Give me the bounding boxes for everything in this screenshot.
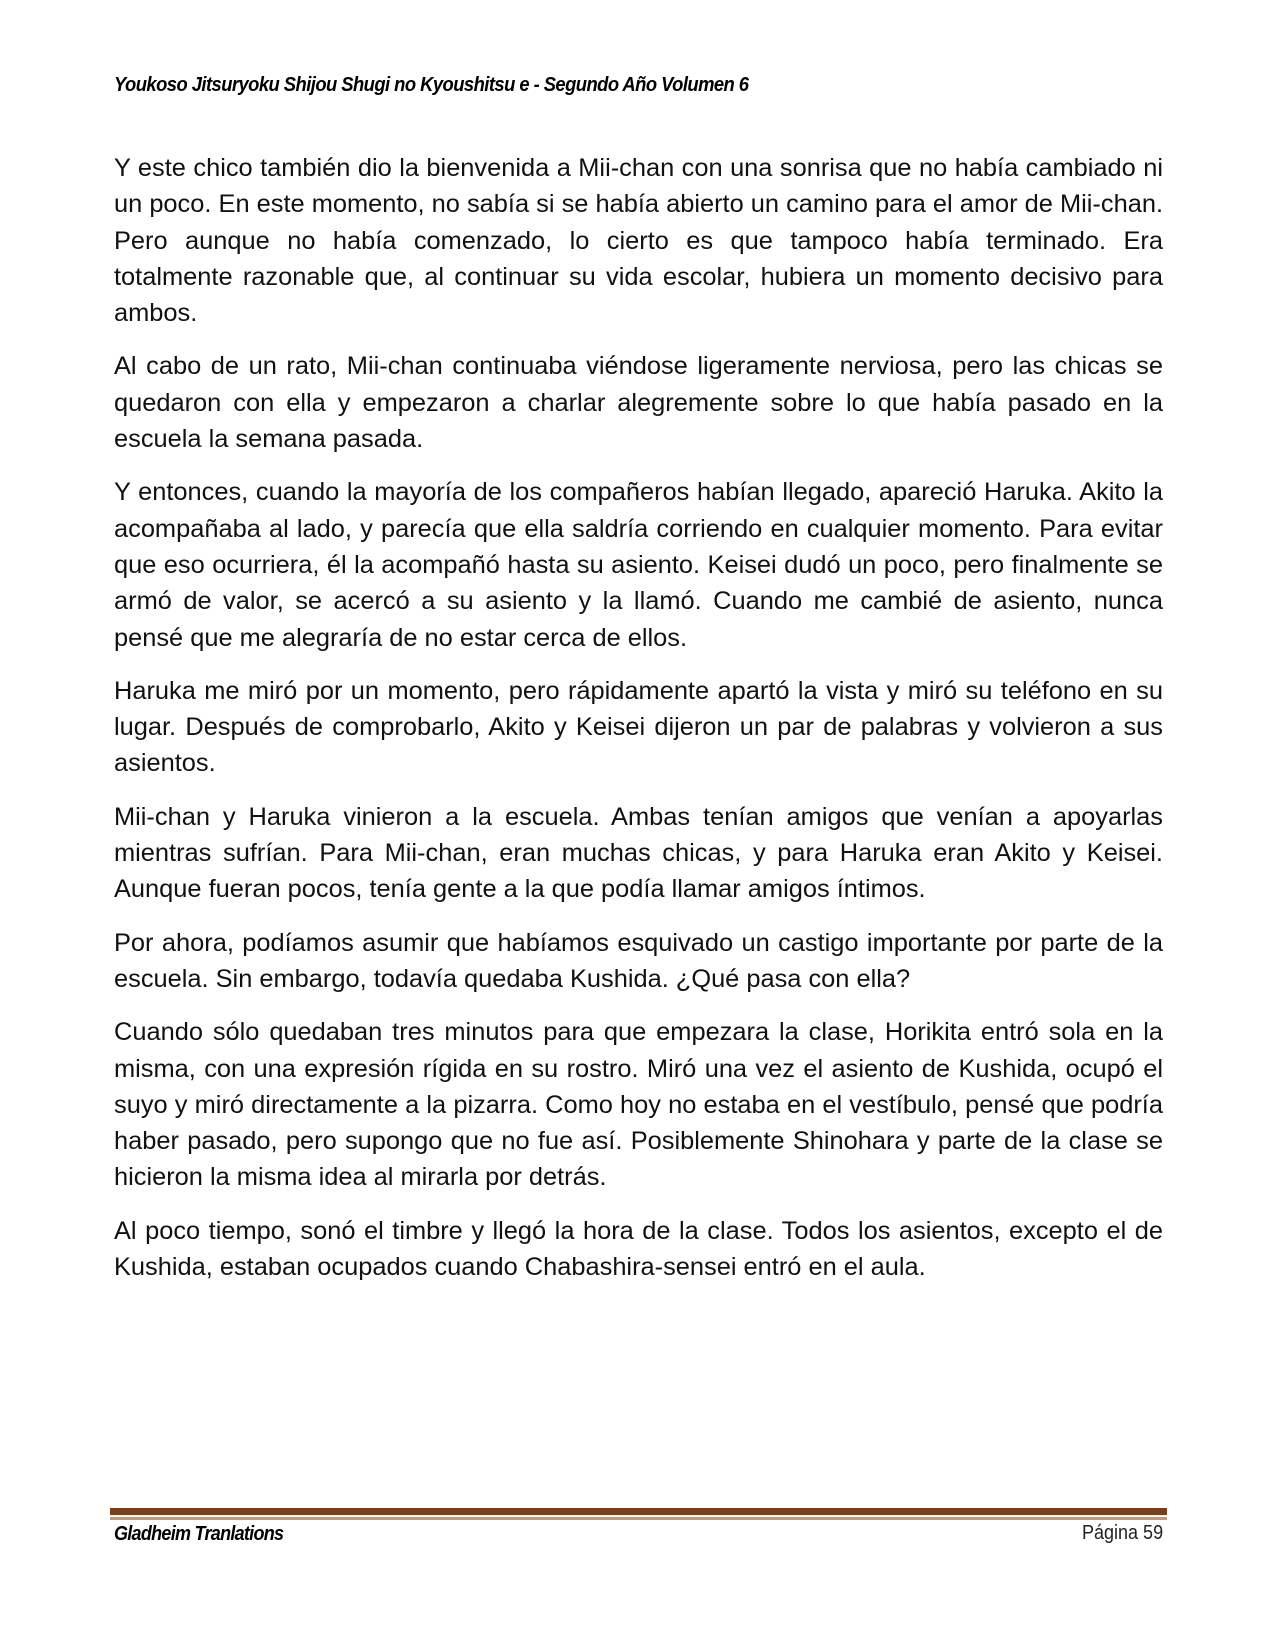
running-header: Youkoso Jitsuryoku Shijou Shugi no Kyoushitsu e - Segundo Año Volumen 6 bbox=[114, 74, 749, 96]
page-number: Página 59 bbox=[1081, 1522, 1163, 1544]
paragraph: Cuando sólo quedaban tres minutos para que empezara la clase, Horikita entró sola en la misma, con una expresión rígida en su rostro. Miró una vez el asiento de Kushida, ocupó el suyo y miró directamente a la pizarra. Como hoy no estaba en el vestíbulo, pensé que podría haber pasado, pero supongo que no fue así. Posiblemente Shinohara y parte de la clase se hicieron la misma idea al mirarla por detrás. bbox=[114, 1018, 1163, 1192]
footer-divider bbox=[110, 1508, 1167, 1517]
paragraph: Mii-chan y Haruka vinieron a la escuela. Ambas tenían amigos que venían a apoyarlas mientras sufrían. Para Mii-chan, eran muchas chicas, y para Haruka eran Akito y Keisei. Aunque fueran pocos, tenía gente a la que podía llamar amigos íntimos. bbox=[114, 802, 1163, 904]
paragraph: Al cabo de un rato, Mii-chan continuaba viéndose ligeramente nerviosa, pero las chicas se quedaron con ella y empezaron a charlar alegremente sobre lo que había pasado en la escuela la semana pasada. bbox=[114, 352, 1163, 454]
paragraph: Por ahora, podíamos asumir que habíamos esquivado un castigo importante por parte de la escuela. Sin embargo, todavía quedaba Kushida. ¿Qué pasa con ella? bbox=[114, 928, 1163, 993]
footer-credit: Gladheim Tranlations bbox=[114, 1523, 284, 1545]
paragraph: Y este chico también dio la bienvenida a Mii-chan con una sonrisa que no había cambiado ni un poco. En este momento, no sabía si se había abierto un camino para el amor de Mii-chan. Pero aunque no había comenzado, lo cierto es que tampoco había terminado. Era totalmente razonable que, al continuar su vida escolar, hubiera un momento decisivo para ambos. bbox=[114, 154, 1163, 328]
paragraph: Al poco tiempo, sonó el timbre y llegó la hora de la clase. Todos los asientos, excepto el de Kushida, estaban ocupados cuando Chabashira-sensei entró en el aula. bbox=[114, 1216, 1163, 1282]
paragraph: Y entonces, cuando la mayoría de los compañeros habían llegado, apareció Haruka. Akito la acompañaba al lado, y parecía que ella saldría corriendo en cualquier momento. Para evitar que eso ocurriera, él la acompañó hasta su asiento. Keisei dudó un poco, pero finalmente se armó de valor, se acercó a su asiento y la llamó. Cuando me cambié de asiento, nunca pensé que me alegraría de no estar cerca de ellos. bbox=[114, 478, 1163, 652]
page-body bbox=[114, 150, 1163, 1302]
paragraph: Haruka me miró por un momento, pero rápidamente apartó la vista y miró su teléfono en su lugar. Después de comprobarlo, Akito y Keisei dijeron un par de palabras y volvieron a sus asientos. bbox=[114, 676, 1163, 778]
